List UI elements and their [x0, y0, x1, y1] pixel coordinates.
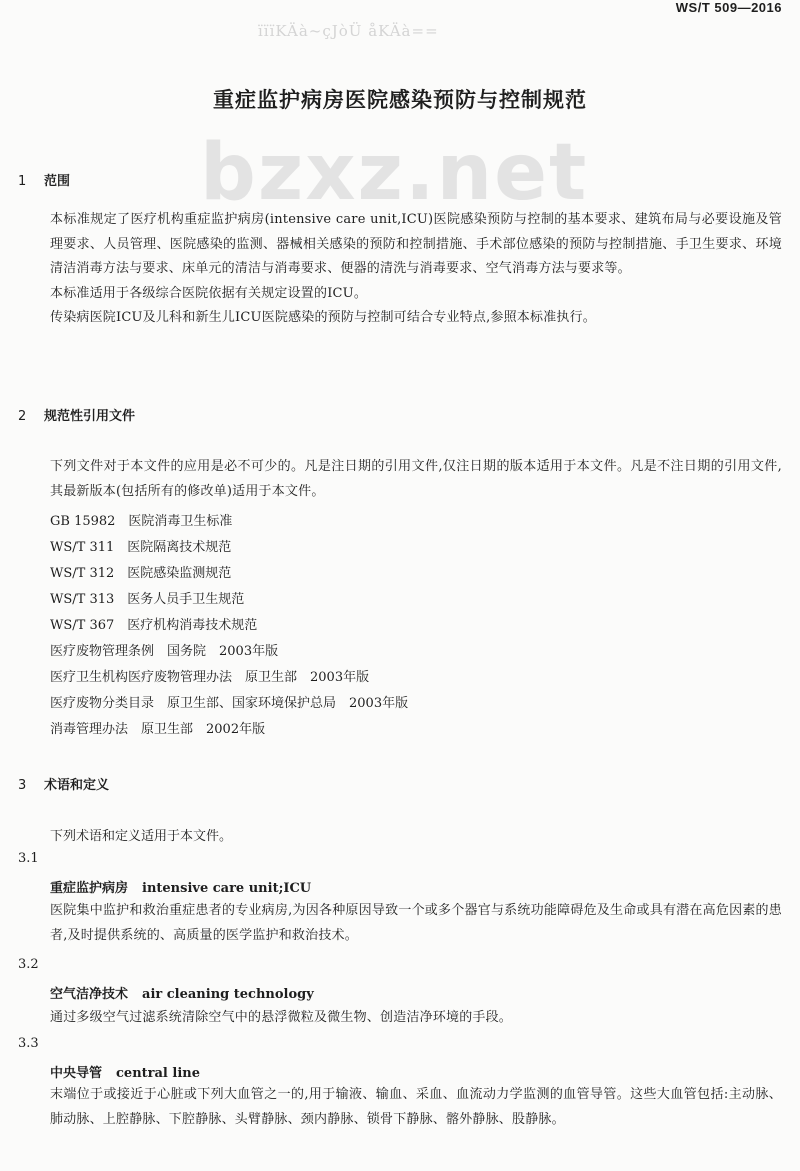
term-chinese: 重症监护病房: [50, 881, 129, 896]
reference-item: 医疗废物管理条例 国务院 2003年版: [50, 644, 279, 659]
section-title: 规范性引用文件: [44, 409, 136, 424]
watermark: bzxz.net: [200, 128, 589, 218]
section-1-heading: [18, 170, 70, 189]
section-3-heading: [18, 774, 109, 793]
term-heading: [50, 983, 314, 1002]
reference-item: WS/T 367 医疗机构消毒技术规范: [50, 618, 258, 633]
term-definition: 通过多级空气过滤系统清除空气中的悬浮微粒及微生物、创造洁净环境的手段。: [50, 1010, 513, 1025]
paragraph: 下列文件对于本文件的应用是必不可少的。凡是注日期的引用文件,仅注日期的版本适用于本文件。凡是不注日期的引用文件,其最新版本(包括所有的修改单)适用于本文件。: [50, 459, 782, 499]
term-heading: [50, 1062, 200, 1081]
section-2-heading: [18, 405, 135, 424]
section-title: 范围: [44, 174, 71, 189]
term-definition-block: [18, 899, 782, 948]
reference-item: WS/T 312 医院感染监测规范: [50, 566, 232, 581]
section-3-intro: 下列术语和定义适用于本文件。: [50, 829, 233, 844]
section-number: 1: [18, 174, 27, 189]
section-1-body: [18, 208, 782, 331]
term-chinese: 中央导管: [50, 1066, 103, 1081]
term-english: central line: [116, 1066, 200, 1081]
paragraph: 传染病医院ICU及儿科和新生儿ICU医院感染的预防与控制可结合专业特点,参照本标准执行。: [50, 310, 597, 325]
term-english: intensive care unit;ICU: [142, 881, 312, 896]
term-definition-block: [18, 1006, 782, 1031]
document-title: 重症监护病房医院感染预防与控制规范: [213, 88, 587, 112]
section-title: 术语和定义: [44, 778, 110, 793]
reference-item: 医疗卫生机构医疗废物管理办法 原卫生部 2003年版: [50, 670, 370, 685]
term-chinese: 空气洁净技术: [50, 987, 129, 1002]
term-english: air cleaning technology: [142, 987, 314, 1002]
reference-item: 消毒管理办法 原卫生部 2002年版: [50, 722, 266, 737]
term-definition-block: [18, 1083, 782, 1132]
reference-item: GB 15982 医院消毒卫生标准: [50, 514, 233, 529]
reference-item: 医疗废物分类目录 原卫生部、国家环境保护总局 2003年版: [50, 696, 409, 711]
term-definition: 医院集中监护和救治重症患者的专业病房,为因各种原因导致一个或多个器官与系统功能障碍危及生命或具有潜在高危因素的患者,及时提供系统的、高质量的医学监护和救治技术。: [50, 903, 782, 943]
clause-number: 3.1: [18, 851, 39, 866]
term-heading: [50, 877, 311, 896]
reference-item: WS/T 311 医院隔离技术规范: [50, 540, 232, 555]
paragraph: 本标准规定了医疗机构重症监护病房(intensive care unit,ICU)医院感染预防与控制的基本要求、建筑布局与必要设施及管理要求、人员管理、医院感染的监测、器械相关感染的预防和控制措施、手术部位感染的预防与控制措施、手卫生要求、环境清洁消毒方法与要求、床单元的清洁与消毒要求、便器的清洗与消毒要求、空气消毒方法与要求等。: [50, 212, 782, 276]
section-2-intro: [18, 455, 782, 504]
paragraph: 本标准适用于各级综合医院依据有关规定设置的ICU。: [50, 285, 368, 301]
term-definition: 末端位于或接近于心脏或下列大血管之一的,用于输液、输血、采血、血流动力学监测的血管导管。这些大血管包括:主动脉、肺动脉、上腔静脉、下腔静脉、头臂静脉、颈内静脉、锁骨下静脉、髂外静脉、股静脉。: [50, 1087, 782, 1127]
clause-number: 3.2: [18, 957, 39, 972]
clause-number: 3.3: [18, 1036, 39, 1051]
standard-number: WS/T 509—2016: [675, 0, 782, 15]
header-garbled-text: ïïïKÄà~çJòÜ åKÄà==: [258, 22, 439, 40]
section-number: 3: [18, 778, 27, 793]
section-number: 2: [18, 409, 27, 424]
reference-item: WS/T 313 医务人员手卫生规范: [50, 592, 245, 607]
